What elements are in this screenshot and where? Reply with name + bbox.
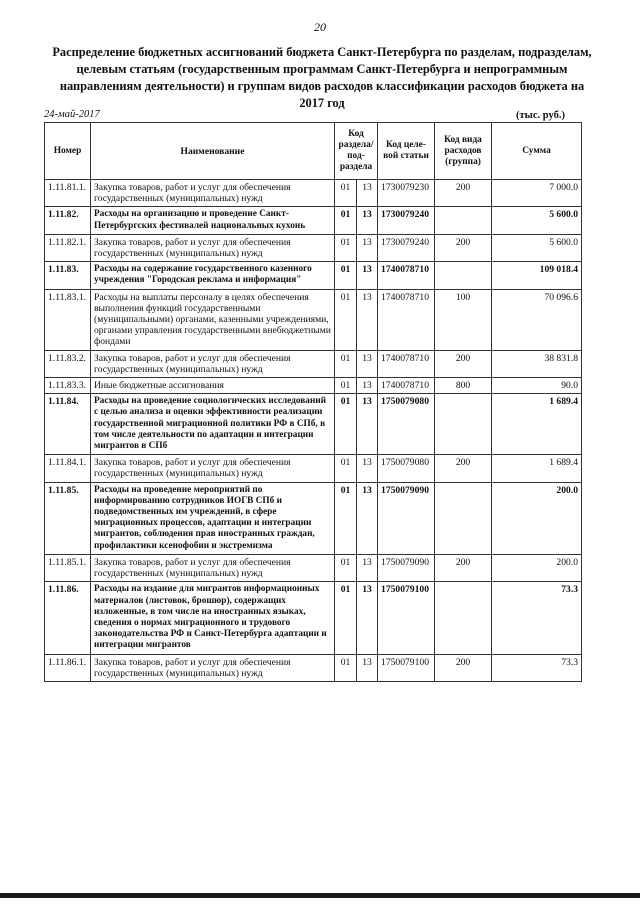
row-section-code: 01 bbox=[335, 554, 357, 581]
row-expense-group: 200 bbox=[435, 654, 492, 681]
row-name: Закупка товаров, работ и услуг для обеспечения государственных (муниципальных) нужд bbox=[91, 455, 335, 482]
row-article-code: 1730079230 bbox=[378, 180, 435, 207]
table-row bbox=[45, 289, 582, 350]
row-article-code: 1750079080 bbox=[378, 394, 435, 455]
row-subsection-code: 13 bbox=[357, 378, 378, 394]
row-number: 1.11.83. bbox=[45, 262, 91, 289]
row-section-code: 01 bbox=[335, 234, 357, 261]
row-name: Закупка товаров, работ и услуг для обеспечения государственных (муниципальных) нужд bbox=[91, 554, 335, 581]
row-section-code: 01 bbox=[335, 394, 357, 455]
column-header-sum: Сумма bbox=[492, 123, 582, 180]
row-name: Расходы на организацию и проведение Санкт-Петербургских фестивалей национальных кухонь bbox=[91, 207, 335, 234]
row-name: Закупка товаров, работ и услуг для обеспечения государственных (муниципальных) нужд bbox=[91, 234, 335, 261]
row-sum: 73.3 bbox=[492, 654, 582, 681]
table-row bbox=[45, 582, 582, 654]
row-article-code: 1730079240 bbox=[378, 234, 435, 261]
row-article-code: 1750079100 bbox=[378, 654, 435, 681]
row-article-code: 1740078710 bbox=[378, 262, 435, 289]
row-subsection-code: 13 bbox=[357, 394, 378, 455]
row-article-code: 1750079100 bbox=[378, 582, 435, 654]
row-name: Закупка товаров, работ и услуг для обеспечения государственных (муниципальных) нужд bbox=[91, 350, 335, 377]
table-row bbox=[45, 207, 582, 234]
row-sum: 5 600.0 bbox=[492, 234, 582, 261]
row-number: 1.11.83.3. bbox=[45, 378, 91, 394]
row-number: 1.11.81.1. bbox=[45, 180, 91, 207]
row-number: 1.11.86. bbox=[45, 582, 91, 654]
row-subsection-code: 13 bbox=[357, 582, 378, 654]
row-sum: 7 000.0 bbox=[492, 180, 582, 207]
column-header-number: Номер bbox=[45, 123, 91, 180]
row-name: Закупка товаров, работ и услуг для обеспечения государственных (муниципальных) нужд bbox=[91, 654, 335, 681]
row-section-code: 01 bbox=[335, 455, 357, 482]
row-expense-group: 200 bbox=[435, 554, 492, 581]
column-header-group: Код вида расходов (группа) bbox=[435, 123, 492, 180]
row-number: 1.11.82.1. bbox=[45, 234, 91, 261]
row-section-code: 01 bbox=[335, 350, 357, 377]
row-article-code: 1740078710 bbox=[378, 350, 435, 377]
table-body bbox=[45, 180, 582, 682]
row-section-code: 01 bbox=[335, 262, 357, 289]
page-number: 20 bbox=[314, 20, 326, 34]
currency-unit: (тыс. руб.) bbox=[516, 110, 565, 121]
table-row bbox=[45, 234, 582, 261]
row-expense-group: 200 bbox=[435, 350, 492, 377]
row-section-code: 01 bbox=[335, 582, 357, 654]
row-sum: 200.0 bbox=[492, 554, 582, 581]
row-article-code: 1750079090 bbox=[378, 554, 435, 581]
row-expense-group bbox=[435, 207, 492, 234]
row-expense-group: 800 bbox=[435, 378, 492, 394]
row-sum: 1 689.4 bbox=[492, 394, 582, 455]
row-section-code: 01 bbox=[335, 654, 357, 681]
row-subsection-code: 13 bbox=[357, 350, 378, 377]
column-header-section: Код раздела/ под-раздела bbox=[335, 123, 378, 180]
row-subsection-code: 13 bbox=[357, 289, 378, 350]
document-title: Распределение бюджетных ассигнований бюджета Санкт-Петербурга по разделам, подразделам, целевым статьям (государственным программам Санкт-Петербурга и непрограммным направлениям деятельности) и группам видов расходов классификации расходов бюджета на 2017 год bbox=[52, 45, 592, 110]
column-header-name: Наименование bbox=[91, 123, 335, 180]
row-expense-group: 200 bbox=[435, 455, 492, 482]
row-section-code: 01 bbox=[335, 378, 357, 394]
row-article-code: 1750079080 bbox=[378, 455, 435, 482]
row-sum: 38 831.8 bbox=[492, 350, 582, 377]
row-expense-group bbox=[435, 262, 492, 289]
row-number: 1.11.85.1. bbox=[45, 554, 91, 581]
table-row bbox=[45, 262, 582, 289]
row-article-code: 1750079090 bbox=[378, 482, 435, 554]
table-row bbox=[45, 654, 582, 681]
row-name: Расходы на проведение социологических исследований с целью анализа и оценки эффективности реализации государственной миграционной политики РФ в СПб, в том числе деятельности по адаптации и интеграции мигрантов в СПб bbox=[91, 394, 335, 455]
row-section-code: 01 bbox=[335, 180, 357, 207]
row-section-code: 01 bbox=[335, 482, 357, 554]
table-row bbox=[45, 455, 582, 482]
row-sum: 1 689.4 bbox=[492, 455, 582, 482]
row-expense-group bbox=[435, 582, 492, 654]
row-expense-group bbox=[435, 394, 492, 455]
column-header-article: Код целе-вой статьи bbox=[378, 123, 435, 180]
row-number: 1.11.83.2. bbox=[45, 350, 91, 377]
row-number: 1.11.86.1. bbox=[45, 654, 91, 681]
row-expense-group: 200 bbox=[435, 180, 492, 207]
row-subsection-code: 13 bbox=[357, 654, 378, 681]
row-article-code: 1730079240 bbox=[378, 207, 435, 234]
table-row bbox=[45, 482, 582, 554]
row-name: Расходы на проведение мероприятий по информированию сотрудников ИОГВ СПб и подведомственных им учреждений, в сфере миграционных процессов, адаптации и интеграции мигрантов, соблюдения прав иностранных граждан, профилактики ксенофобии и экстремизма bbox=[91, 482, 335, 554]
table-row bbox=[45, 554, 582, 581]
row-expense-group bbox=[435, 482, 492, 554]
row-subsection-code: 13 bbox=[357, 455, 378, 482]
row-name: Закупка товаров, работ и услуг для обеспечения государственных (муниципальных) нужд bbox=[91, 180, 335, 207]
row-section-code: 01 bbox=[335, 289, 357, 350]
row-subsection-code: 13 bbox=[357, 180, 378, 207]
row-name: Иные бюджетные ассигнования bbox=[91, 378, 335, 394]
row-sum: 73.3 bbox=[492, 582, 582, 654]
table-row bbox=[45, 378, 582, 394]
row-expense-group: 100 bbox=[435, 289, 492, 350]
table-row bbox=[45, 180, 582, 207]
row-sum: 109 018.4 bbox=[492, 262, 582, 289]
row-subsection-code: 13 bbox=[357, 262, 378, 289]
row-subsection-code: 13 bbox=[357, 207, 378, 234]
row-number: 1.11.84. bbox=[45, 394, 91, 455]
budget-table bbox=[44, 122, 582, 682]
row-sum: 90.0 bbox=[492, 378, 582, 394]
table-row bbox=[45, 394, 582, 455]
row-expense-group: 200 bbox=[435, 234, 492, 261]
row-article-code: 1740078710 bbox=[378, 378, 435, 394]
document-date: 24-май-2017 bbox=[44, 109, 100, 120]
table-header-row bbox=[45, 123, 582, 180]
row-sum: 70 096.6 bbox=[492, 289, 582, 350]
row-name: Расходы на издание для мигрантов информационных материалов (листовок, брошюр), содержащих изложенные, в том числе на иностранных языках, сведения о нормах миграционного и трудового законодательства РФ и Санкт-Петербурга адаптации и интеграции мигрантов bbox=[91, 582, 335, 654]
row-name: Расходы на содержание государственного казенного учреждения "Городская реклама и информация" bbox=[91, 262, 335, 289]
row-subsection-code: 13 bbox=[357, 234, 378, 261]
row-number: 1.11.85. bbox=[45, 482, 91, 554]
row-number: 1.11.83.1. bbox=[45, 289, 91, 350]
row-number: 1.11.84.1. bbox=[45, 455, 91, 482]
row-subsection-code: 13 bbox=[357, 482, 378, 554]
table-row bbox=[45, 350, 582, 377]
row-section-code: 01 bbox=[335, 207, 357, 234]
row-name: Расходы на выплаты персоналу в целях обеспечения выполнения функций государственными (муниципальными) органами, казенными учреждениями, органами управления государственными внебюджетными фондами bbox=[91, 289, 335, 350]
row-sum: 200.0 bbox=[492, 482, 582, 554]
row-subsection-code: 13 bbox=[357, 554, 378, 581]
row-article-code: 1740078710 bbox=[378, 289, 435, 350]
row-sum: 5 600.0 bbox=[492, 207, 582, 234]
row-number: 1.11.82. bbox=[45, 207, 91, 234]
scan-bottom-edge bbox=[0, 893, 640, 898]
